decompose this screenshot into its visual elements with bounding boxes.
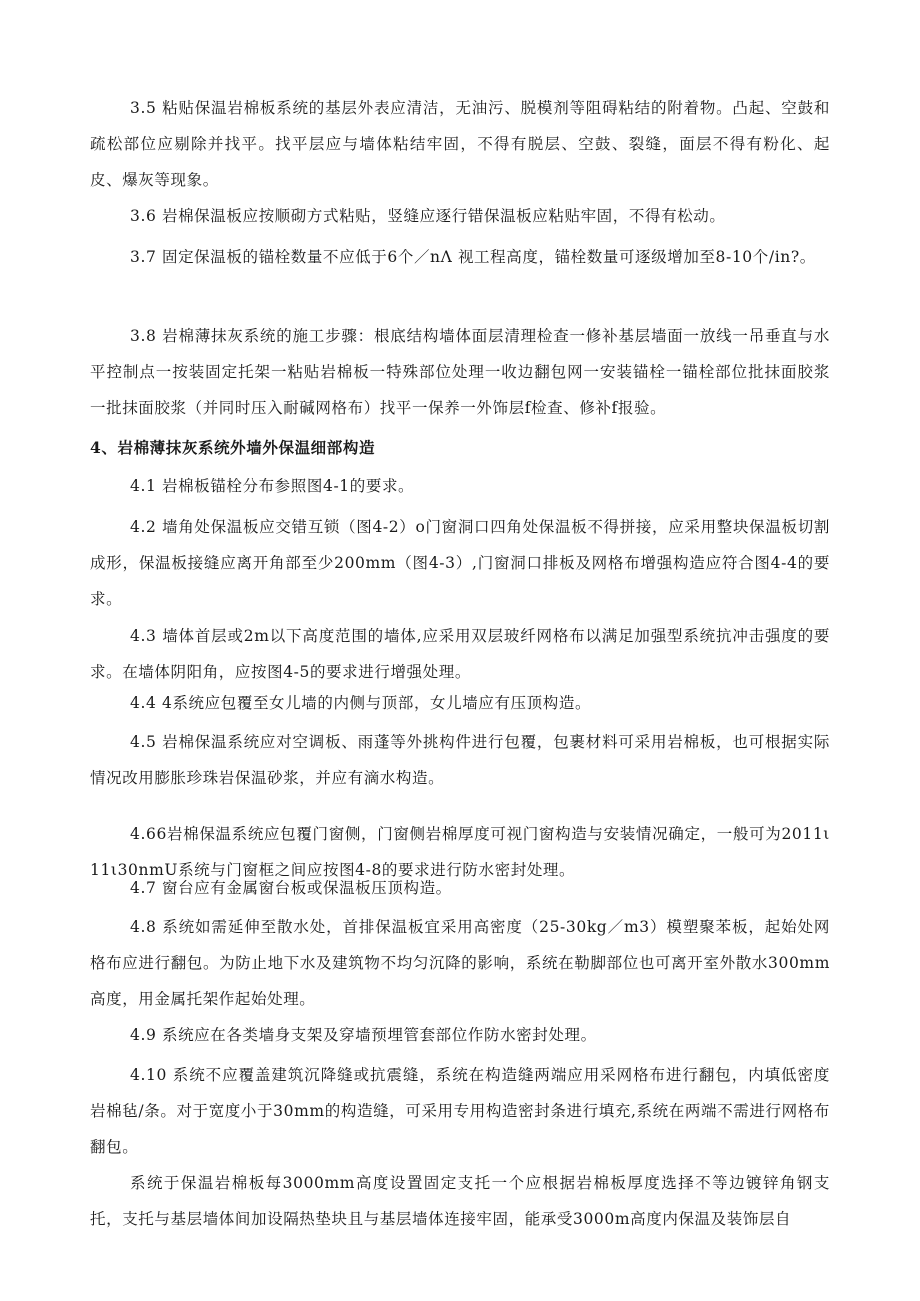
paragraph-4-2: 4.2 墙角处保温板应交错互锁（图4-2）o门窗洞口四角处保温板不得拼接，应采用整块保温板切割成形，保温板接缝应离开角部至少200mm（图4-3）,门窗洞口排板及网格布增强构造应符合图4-4的要求。 [90,518,830,608]
paragraph-4-5: 4.5 岩棉保温系统应对空调板、雨蓬等外挑构件进行包覆，包裹材料可采用岩棉板，也可根据实际情况改用膨胀珍珠岩保温砂浆，并应有滴水构造。 [90,733,830,787]
paragraph-4-10: 4.10 系统不应覆盖建筑沉降缝或抗震缝，系统在构造缝两端应用采网格布进行翻包，内填低密度岩棉毡/条。对于宽度小于30mm的构造缝，可采用专用构造密封条进行填充,系统在两端不需进行网格布翻包。 [90,1066,830,1156]
paragraph-4-4: 4.4 4系统应包覆至女儿墙的内侧与顶部，女儿墙应有压顶构造。 [130,694,592,712]
paragraph-4-66: 4.66岩棉保温系统应包覆门窗侧，门窗侧岩棉厚度可视门窗构造与安装情况确定，一般可为2011ι11ι30nmU系统与门窗框之间应按图4-8的要求进行防水密封处理。 [90,825,830,879]
paragraph-4-3: 4.3 墙体首层或2m以下高度范围的墙体,应采用双层玻纤网格布以满足加强型系统抗冲击强度的要求。在墙体阴阳角，应按图4-5的要求进行增强处理。 [90,627,830,681]
paragraph-last: 系统于保温岩棉板每3000mm高度设置固定支托一个应根据岩棉板厚度选择不等边镀锌角钢支托，支托与基层墙体间加设隔热垫块且与基层墙体连接牢固，能承受3000m高度内保温及装饰层自 [90,1174,830,1228]
paragraph-3-6: 3.6 岩棉保温板应按顺砌方式粘贴，竖缝应逐行错保温板应粘贴牢固，不得有松动。 [130,207,726,225]
paragraph-3-5: 3.5 粘贴保温岩棉板系统的基层外表应清洁，无油污、脱模剂等阻碍粘结的附着物。凸起、空鼓和疏松部位应剔除并找平。找平层应与墙体粘结牢固，不得有脱层、空鼓、裂缝，面层不得有粉化、起皮、爆灰等现象。 [90,99,830,189]
paragraph-4-7: 4.7 窗台应有金属窗台板或保温板压顶构造。 [130,879,452,897]
paragraph-4-9: 4.9 系统应在各类墙身支架及穿墙预埋管套部位作防水密封处理。 [130,1026,597,1044]
paragraph-4-1: 4.1 岩棉板锚栓分布参照图4-1的要求。 [130,477,415,495]
paragraph-3-7: 3.7 固定保温板的锚栓数量不应低于6个／nΛ 视工程高度，锚栓数量可逐级增加至8-10个/in?。 [130,248,816,266]
paragraph-4-8: 4.8 系统如需延伸至散水处，首排保温板宜采用高密度（25-30kg／m3）模塑聚苯板，起始处网格布应进行翻包。为防止地下水及建筑物不均匀沉降的影响，系统在勒脚部位也可离开室外散水300mm高度，用金属托架作起始处理。 [90,918,830,1008]
section-heading-4: 4、岩棉薄抹灰系统外墙外保温细部构造 [90,438,376,457]
paragraph-3-8: 3.8 岩棉薄抹灰系统的施工步骤：根底结构墙体面层清理检查一修补基层墙面一放线一吊垂直与水平控制点一按装固定托架一粘贴岩棉板一特殊部位处理一收边翻包网一安装锚栓一锚栓部位批抹面胶浆一批抹面胶浆（并同时压入耐碱网格布）找平一保养一外饰层f检查、修补f报验。 [90,327,830,417]
